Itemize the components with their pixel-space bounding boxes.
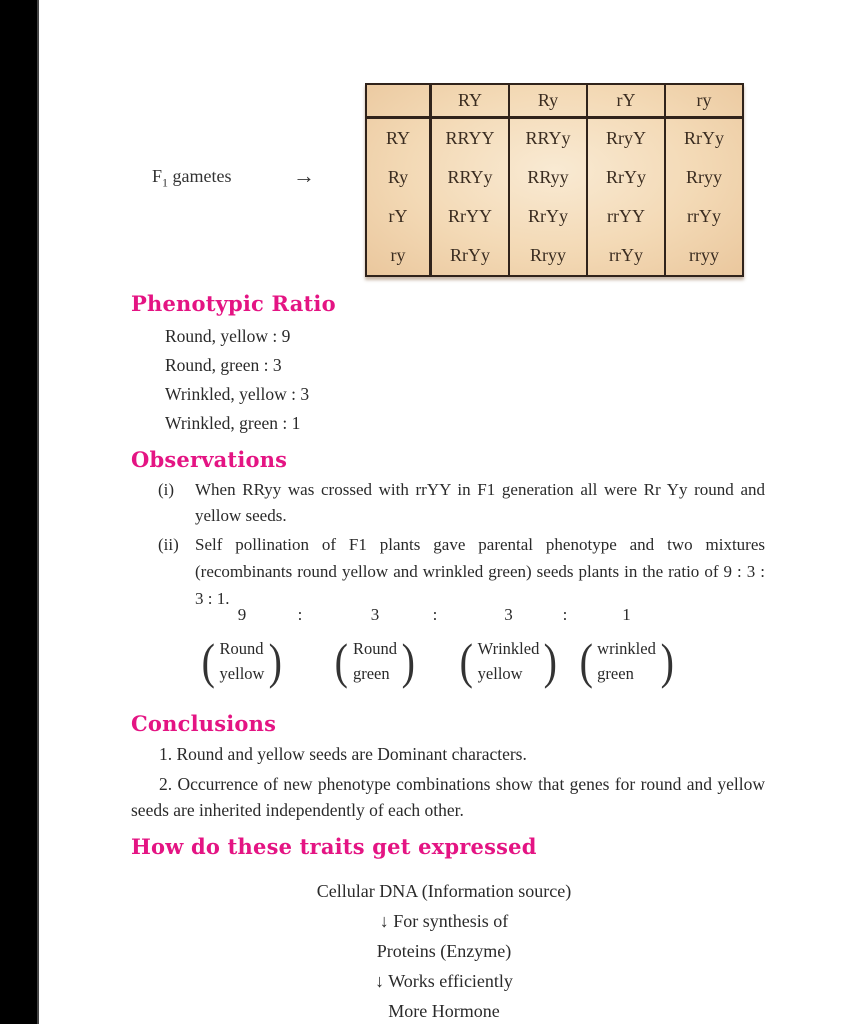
conclusion-item <box>131 744 765 765</box>
table-row <box>366 236 743 276</box>
conclusion-marker: 2. <box>159 774 173 794</box>
genotype-cell: Rryy <box>665 158 743 197</box>
f1-base: F <box>152 166 163 186</box>
ratio-item: Round, green : 3 <box>165 355 282 375</box>
group-word: wrinkled <box>597 639 656 658</box>
ratio-expression <box>39 603 849 703</box>
flow-line: More Hormone <box>388 1001 500 1021</box>
row-header: RY <box>385 128 410 148</box>
table-row <box>366 197 743 236</box>
open-paren: ( <box>459 633 474 689</box>
ratio-value: 3 <box>370 605 380 624</box>
traits-expressed-heading: How do these traits get expressed <box>131 834 537 859</box>
flow-line: Cellular DNA (Information source) <box>316 881 572 901</box>
table-header-row <box>366 84 743 118</box>
col-header: Ry <box>509 84 587 118</box>
close-paren: ) <box>543 633 558 689</box>
flow-line: Proteins (Enzyme) <box>376 941 512 961</box>
genotype-cell: RrYy <box>509 197 587 236</box>
ratio-item: Wrinkled, green : 1 <box>165 413 301 433</box>
right-arrow-icon: → <box>293 163 315 188</box>
genotype-cell: rrYY <box>587 197 665 236</box>
phenotypic-ratio-list <box>165 322 309 438</box>
phenotype-group <box>458 631 559 691</box>
corner-cell <box>366 84 431 118</box>
observation-text: Self pollination of F1 plants gave parental phenotype and two mixtures (recombinants round yellow and wrinkled green) seeds plants in the ratio of 9 : 3 : 3 : 1. <box>195 535 765 608</box>
ratio-item: Round, yellow : 9 <box>165 326 291 346</box>
scan-edge-black-bar <box>0 0 39 1024</box>
genotype-cell: RRYy <box>431 158 510 197</box>
observation-item <box>158 477 765 529</box>
ratio-colon: : <box>432 605 438 624</box>
observation-item <box>158 531 765 612</box>
genotype-cell: RrYy <box>587 158 665 197</box>
close-paren: ) <box>660 633 674 689</box>
ratio-term <box>182 603 302 691</box>
row-header: rY <box>388 206 408 226</box>
flow-line-down-arrow: ↓ Works efficiently <box>375 971 513 991</box>
ratio-term <box>315 603 435 691</box>
row-header: Ry <box>387 167 409 187</box>
phenotype-group <box>578 631 676 691</box>
phenotype-group <box>200 631 284 691</box>
conclusion-item <box>131 771 765 823</box>
genotype-cell: rryy <box>665 236 743 276</box>
ratio-term <box>563 603 690 691</box>
ratio-item: Wrinkled, yellow : 3 <box>165 384 310 404</box>
conclusion-text: Occurrence of new phenotype combinations show that genes for round and yellow seeds are inherited independently of each other. <box>131 774 766 820</box>
genotype-cell: Rryy <box>509 236 587 276</box>
group-word: green <box>597 664 634 683</box>
conclusion-text: Round and yellow seeds are Dominant characters. <box>176 744 527 764</box>
f1-rest: gametes <box>172 166 232 186</box>
col-header: RY <box>431 84 510 118</box>
f1-gametes-label <box>152 166 232 191</box>
genotype-cell: RrYy <box>665 118 743 159</box>
genotype-cell: rrYy <box>665 197 743 236</box>
ratio-value: 1 <box>622 605 631 624</box>
genotype-cell: RryY <box>587 118 665 159</box>
genotype-cell: RrYy <box>431 236 510 276</box>
observations-heading: Observations <box>131 447 288 472</box>
group-word: green <box>352 664 390 683</box>
conclusions-heading: Conclusions <box>131 711 277 736</box>
ratio-colon: : <box>562 605 568 624</box>
row-header: ry <box>390 245 406 265</box>
open-paren: ( <box>334 633 349 689</box>
genotype-cell: RRYY <box>431 118 510 159</box>
ratio-value: 3 <box>504 605 513 624</box>
f1-subscript: 1 <box>162 175 169 190</box>
observation-marker: (ii) <box>158 535 179 554</box>
col-header: ry <box>665 84 743 118</box>
genotype-cell: RrYY <box>431 197 510 236</box>
textbook-page <box>39 0 849 1024</box>
group-word: yellow <box>219 664 265 683</box>
table-row <box>366 158 743 197</box>
phenotypic-ratio-heading: Phenotypic Ratio <box>131 291 336 316</box>
ratio-value: 9 <box>237 605 247 624</box>
conclusion-marker: 1. <box>159 744 173 764</box>
phenotype-group <box>333 631 416 691</box>
open-paren: ( <box>579 633 593 689</box>
group-word: Wrinkled <box>477 639 540 658</box>
group-word: Round <box>219 639 264 658</box>
table-row <box>366 118 743 159</box>
genotype-cell: rrYy <box>587 236 665 276</box>
ratio-colon: : <box>297 605 303 624</box>
flow-line-down-arrow: ↓ For synthesis of <box>379 911 509 931</box>
group-word: yellow <box>477 664 523 683</box>
punnett-square-table <box>365 83 744 277</box>
close-paren: ) <box>401 633 415 689</box>
genotype-cell: RRyy <box>509 158 587 197</box>
close-paren: ) <box>269 633 283 689</box>
open-paren: ( <box>201 633 215 689</box>
col-header: rY <box>587 84 665 118</box>
observation-marker: (i) <box>158 480 175 499</box>
expression-flow <box>39 876 849 1026</box>
genotype-cell: RRYy <box>509 118 587 159</box>
observation-text: When RRyy was crossed with rrYY in F1 generation all were Rr Yy round and yellow seeds. <box>195 480 765 525</box>
group-word: Round <box>352 639 397 658</box>
